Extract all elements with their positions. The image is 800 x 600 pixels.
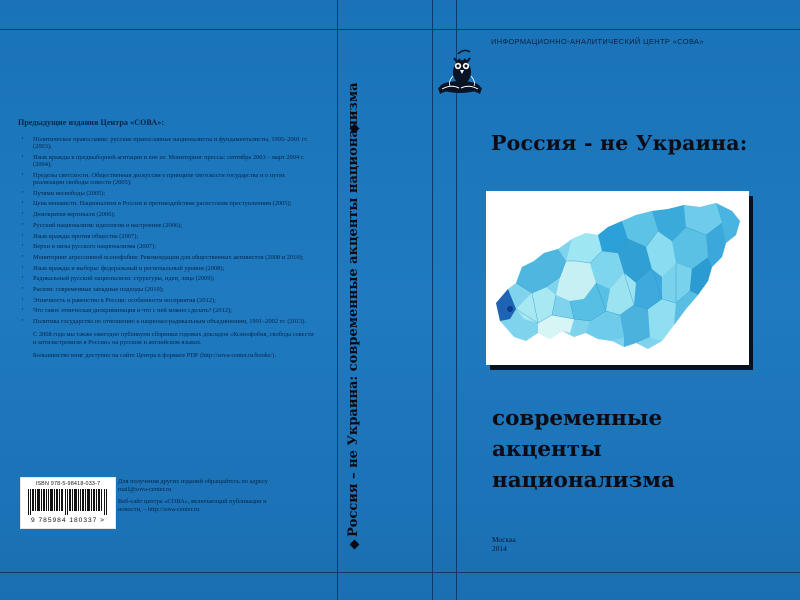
subtitle-line-1: современные [492,406,663,431]
publications-list [18,136,318,325]
spine-bottom-diamond-icon [350,540,360,550]
contact-website-note: Веб-сайт центра «СОВА», включающий публикации и новости, – http://sova-center.ru [118,498,267,513]
owl-on-book-icon [424,42,492,110]
isbn-label: ISBN 978-5-98418-033-7 [35,481,101,487]
bottom-frame-line [0,572,800,573]
subtitle [492,403,675,496]
page-title: Россия - не Украина: [491,131,748,155]
imprint [492,535,516,553]
pdf-availability-note: Большинство книг доступно на сайте Центра в формате PDF (http://sova-center.ru/books/). [33,351,277,359]
list-item: · Верхи и низы русского национализма (2007); [18,243,318,250]
list-item: · Демократия вертикали (2006); [18,211,318,218]
russia-map-image [486,191,749,365]
list-item: · Русский национализм: идеология и настроение (2006); [18,222,318,229]
publications-heading: Предыдущие издания Центра «СОВА»: [18,118,165,127]
contact-info [118,478,278,518]
imprint-city: Москва [492,535,516,544]
list-item: · Язык вражды против общества (2007); [18,233,318,240]
top-frame-line [0,29,800,30]
back-cover-text [18,118,318,359]
isbn-barcode [20,477,116,529]
barcode-number: 9 785984 180337 > [30,517,106,524]
publisher-name: ИНФОРМАЦИОННО-АНАЛИТИЧЕСКИЙ ЦЕНТР «СОВА» [491,37,704,46]
list-item: · Этничность и равенство в России: особенности восприятия (2012); [18,297,318,304]
subtitle-line-2: акценты [492,437,602,462]
list-item: · Что такое этническая дискриминация и что с ней можно сделать? (2012); [18,307,318,314]
spine-title: Россия – не Украина: современные акценты национализма [346,82,361,537]
list-item: · Язык вражды в предвыборной агитации и вне ее. Мониторинг прессы: сентябрь 2003 – март 2004 г. (2004); [18,154,318,168]
spine-left-line [337,0,338,600]
list-item: · Цена ненависти. Национализм в России и противодействие расистским преступлениям (2005); [18,200,318,207]
list-item: · Язык вражды и выборы: федеральный и региональный уровни (2008); [18,265,318,272]
russia-regions-map-icon [486,191,749,365]
list-item: · Политика государства по отношению к национал-радикальным объединениям, 1991–2002 гг. (2013). [18,318,318,325]
list-item: · Пределы светскости. Общественная дискуссия о принципе светскости государства и о путях реализации свободы совести (2005); [18,172,318,186]
list-item: · Расизм: современные западные подходы (2010); [18,286,318,293]
contact-email-note: Для получения других изданий обращайтесь по адресу mail@sova-center.ru [118,478,268,493]
list-item: · Мониторинг агрессивной ксенофобии: Рекомендации для общественных активистов (2008 и 2010); [18,254,318,261]
list-item: · Радикальный русский национализм: структуры, идеи, лица (2009); [18,275,318,282]
imprint-year: 2014 [492,544,507,553]
annual-reports-note: С 2008 года мы также ежегодно публикуем сборники годовых докладов «Ксенофобия, свобода совести и антиэкстремизм в России» на русском и английском языках. [33,331,314,346]
barcode-icon [28,489,108,515]
subtitle-line-3: национализма [492,468,675,493]
list-item: · Путями несвободы (2005); [18,190,318,197]
list-item: · Политическое православие: русские православные националисты и фундаменталисты, 1995–2001 гг. (2003); [18,136,318,150]
